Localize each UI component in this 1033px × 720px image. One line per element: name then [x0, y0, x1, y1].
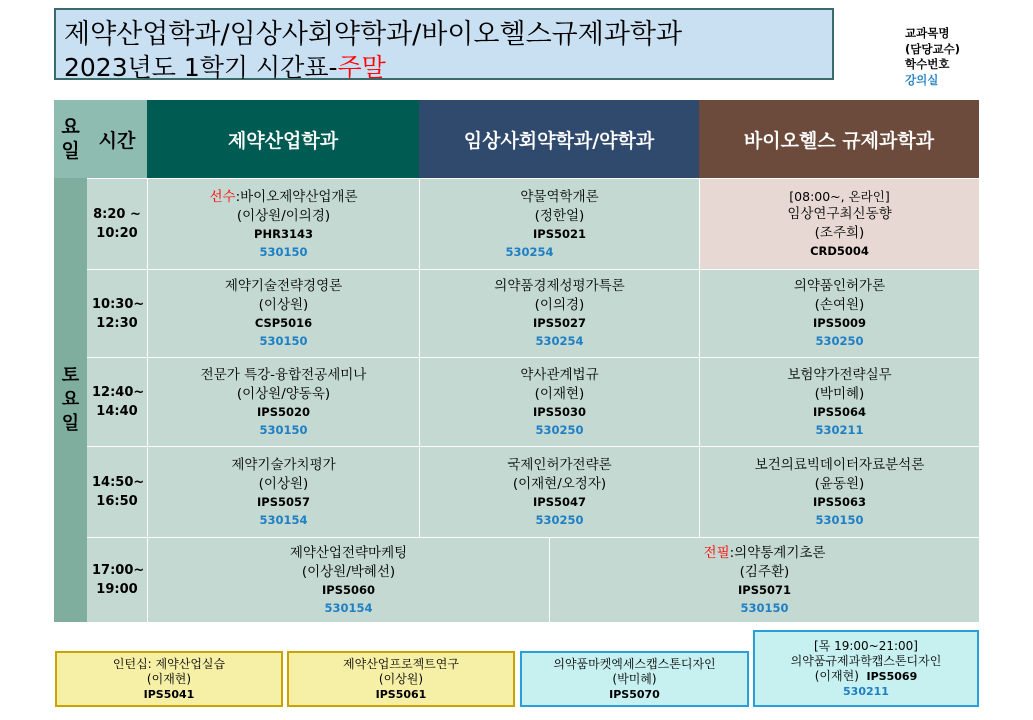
time-slot-2-label: 10:30~ 12:30 — [92, 296, 145, 331]
course-name: 제약기술가치평가 — [231, 456, 336, 473]
required-tag: 전필 — [703, 544, 730, 561]
course-professor: (이상원) — [378, 671, 424, 686]
course-name: 제약산업프로젝트연구 — [343, 656, 459, 671]
header-dept1: 제약산업학과 — [147, 100, 419, 178]
prerequisite-tag: 선수 — [209, 188, 236, 205]
course-professor: (이상원/박혜선) — [301, 563, 396, 580]
course-code: IPS5064 — [813, 404, 866, 419]
course-room: 530250 — [535, 422, 584, 437]
course-code: IPS5027 — [533, 316, 586, 330]
internship-box — [55, 651, 283, 707]
title-weekend: 주말 — [337, 53, 386, 82]
legend-professor: (담당교수) — [905, 41, 960, 56]
header-day-label: 요일 — [61, 116, 80, 162]
header-time: 시간 — [87, 100, 147, 178]
time-slot-3 — [87, 357, 147, 446]
course-professor: (김주환) — [739, 563, 790, 580]
legend-code: 학수번호 — [905, 57, 950, 71]
course-professor: (손여원) — [814, 297, 865, 313]
course-professor: (이의경) — [534, 297, 585, 313]
course-code: CSP5016 — [254, 316, 313, 330]
course-name: 전문가 특강-융합전공세미나 — [200, 366, 367, 383]
course-cell-online — [699, 178, 979, 269]
course-room: 530150 — [259, 334, 308, 348]
course-code: IPS5061 — [375, 687, 427, 701]
course-cell — [699, 269, 979, 357]
course-code: IPS5057 — [257, 494, 310, 509]
course-professor: (이상원) — [258, 475, 309, 492]
course-code: IPS5069 — [866, 669, 918, 683]
course-name: 약사관계법규 — [520, 366, 599, 383]
course-code: IPS5047 — [533, 494, 586, 509]
course-cell — [699, 357, 979, 446]
time-slot-4-label: 14:50~ 16:50 — [92, 475, 145, 509]
time-slot-5-label: 17:00~ 19:00 — [92, 563, 145, 597]
course-name: 제약산업전략마케팅 — [289, 544, 408, 561]
project-box — [287, 651, 515, 707]
course-code: IPS5021 — [533, 226, 586, 241]
day-saturday-label: 토요일 — [61, 365, 80, 434]
course-code: IPS5071 — [738, 582, 791, 597]
course-room: 530211 — [815, 422, 864, 437]
course-name: 의약품경제성평가특론 — [494, 278, 625, 294]
course-professor: (이재현) — [146, 671, 192, 686]
course-cell — [147, 357, 419, 446]
course-room: 530150 — [259, 244, 308, 259]
course-cell — [419, 446, 699, 537]
course-cell — [147, 178, 419, 269]
course-name: 임상연구최신동향 — [787, 206, 892, 222]
course-cell — [419, 269, 699, 357]
legend-room: 강의실 — [905, 72, 939, 87]
course-code: IPS5041 — [143, 687, 195, 701]
course-name: 의약품마켓엑세스캡스톤디자인 — [553, 656, 716, 671]
course-name: 약물역학개론 — [520, 188, 599, 205]
course-professor: (이상원/양동욱) — [236, 385, 331, 402]
course-name: 보건의료빅데이터자료분석론 — [754, 456, 925, 473]
course-note: [08:00~, 온라인] — [789, 189, 890, 204]
course-name: 의약품인허가론 — [793, 278, 886, 294]
course-room: 530254 — [535, 334, 584, 348]
course-name: 제약기술전략경영론 — [224, 278, 343, 294]
course-note: [목 19:00~21:00] — [814, 638, 918, 653]
course-name: 의약품규제과학캡스톤디자인 — [790, 653, 942, 668]
course-professor: (이재현) — [814, 668, 859, 683]
course-name — [209, 188, 357, 207]
course-professor: (정한얼) — [534, 207, 585, 224]
course-room: 530150 — [815, 512, 864, 527]
course-code: IPS5020 — [257, 404, 310, 419]
course-name: 인턴십: 제약산업실습 — [112, 656, 226, 671]
time-slot-2 — [87, 269, 147, 357]
time-slot-3-label: 12:40~ 14:40 — [92, 385, 145, 419]
course-room: 530250 — [815, 334, 864, 348]
course-professor: (조주희) — [814, 225, 865, 241]
course-name: 보험약가전략실무 — [787, 366, 892, 383]
course-cell — [419, 178, 699, 269]
course-room: 530150 — [740, 600, 789, 615]
course-professor: (박미혜) — [612, 671, 657, 686]
time-slot-4 — [87, 446, 147, 537]
course-professor: (윤동원) — [814, 475, 865, 492]
title-semester — [64, 48, 386, 84]
capstone-market-box — [520, 651, 749, 707]
course-code: IPS5009 — [813, 316, 866, 330]
course-cell — [147, 446, 419, 537]
time-slot-5 — [87, 537, 147, 622]
course-professor: (이재현) — [534, 385, 585, 402]
course-cell — [699, 446, 979, 537]
course-professor: (이재현/오정자) — [512, 475, 607, 492]
course-title: :의약통계기초론 — [729, 544, 826, 561]
course-professor-code — [815, 669, 917, 684]
header-dept3: 바이오헬스 규제과학과 — [699, 100, 979, 178]
course-room: 530154 — [324, 600, 373, 615]
title-box — [54, 8, 834, 80]
course-professor: (이상원) — [258, 297, 309, 313]
course-cell — [147, 269, 419, 357]
header-day — [54, 100, 87, 178]
course-room: 530211 — [843, 684, 889, 698]
time-slot-1-label: 8:20 ~ 10:20 — [93, 207, 141, 241]
course-code: IPS5060 — [322, 582, 375, 597]
course-name — [704, 544, 826, 563]
course-code: IPS5063 — [813, 494, 866, 509]
course-room: 530250 — [535, 512, 584, 527]
title-semester-main: 2023년도 1학기 시간표- — [64, 53, 338, 82]
course-name: 국제인허가전략론 — [507, 456, 612, 473]
course-professor: (이상원/이의경) — [236, 207, 331, 224]
time-slot-1 — [87, 178, 147, 269]
legend-course: 교과목명 — [905, 26, 950, 40]
legend — [905, 26, 960, 88]
title-departments: 제약산업학과/임상사회약학과/바이오헬스규제과학과 — [64, 19, 683, 50]
course-cell — [419, 357, 699, 446]
course-code: CRD5004 — [810, 244, 869, 258]
capstone-regulatory-box — [753, 630, 979, 707]
course-title: :바이오제약산업개론 — [235, 188, 358, 205]
course-code: PHR3143 — [254, 226, 313, 241]
day-saturday — [54, 178, 87, 622]
course-room: 530154 — [259, 512, 308, 527]
course-cell-merged — [147, 537, 549, 622]
header-dept2: 임상사회약학과/약학과 — [419, 100, 699, 178]
course-room: 530150 — [259, 422, 308, 437]
course-code: IPS5030 — [533, 404, 586, 419]
course-professor: (박미혜) — [814, 385, 865, 402]
course-code: IPS5070 — [609, 687, 660, 701]
course-cell-merged — [549, 537, 979, 622]
course-room: 530254 — [505, 244, 554, 259]
